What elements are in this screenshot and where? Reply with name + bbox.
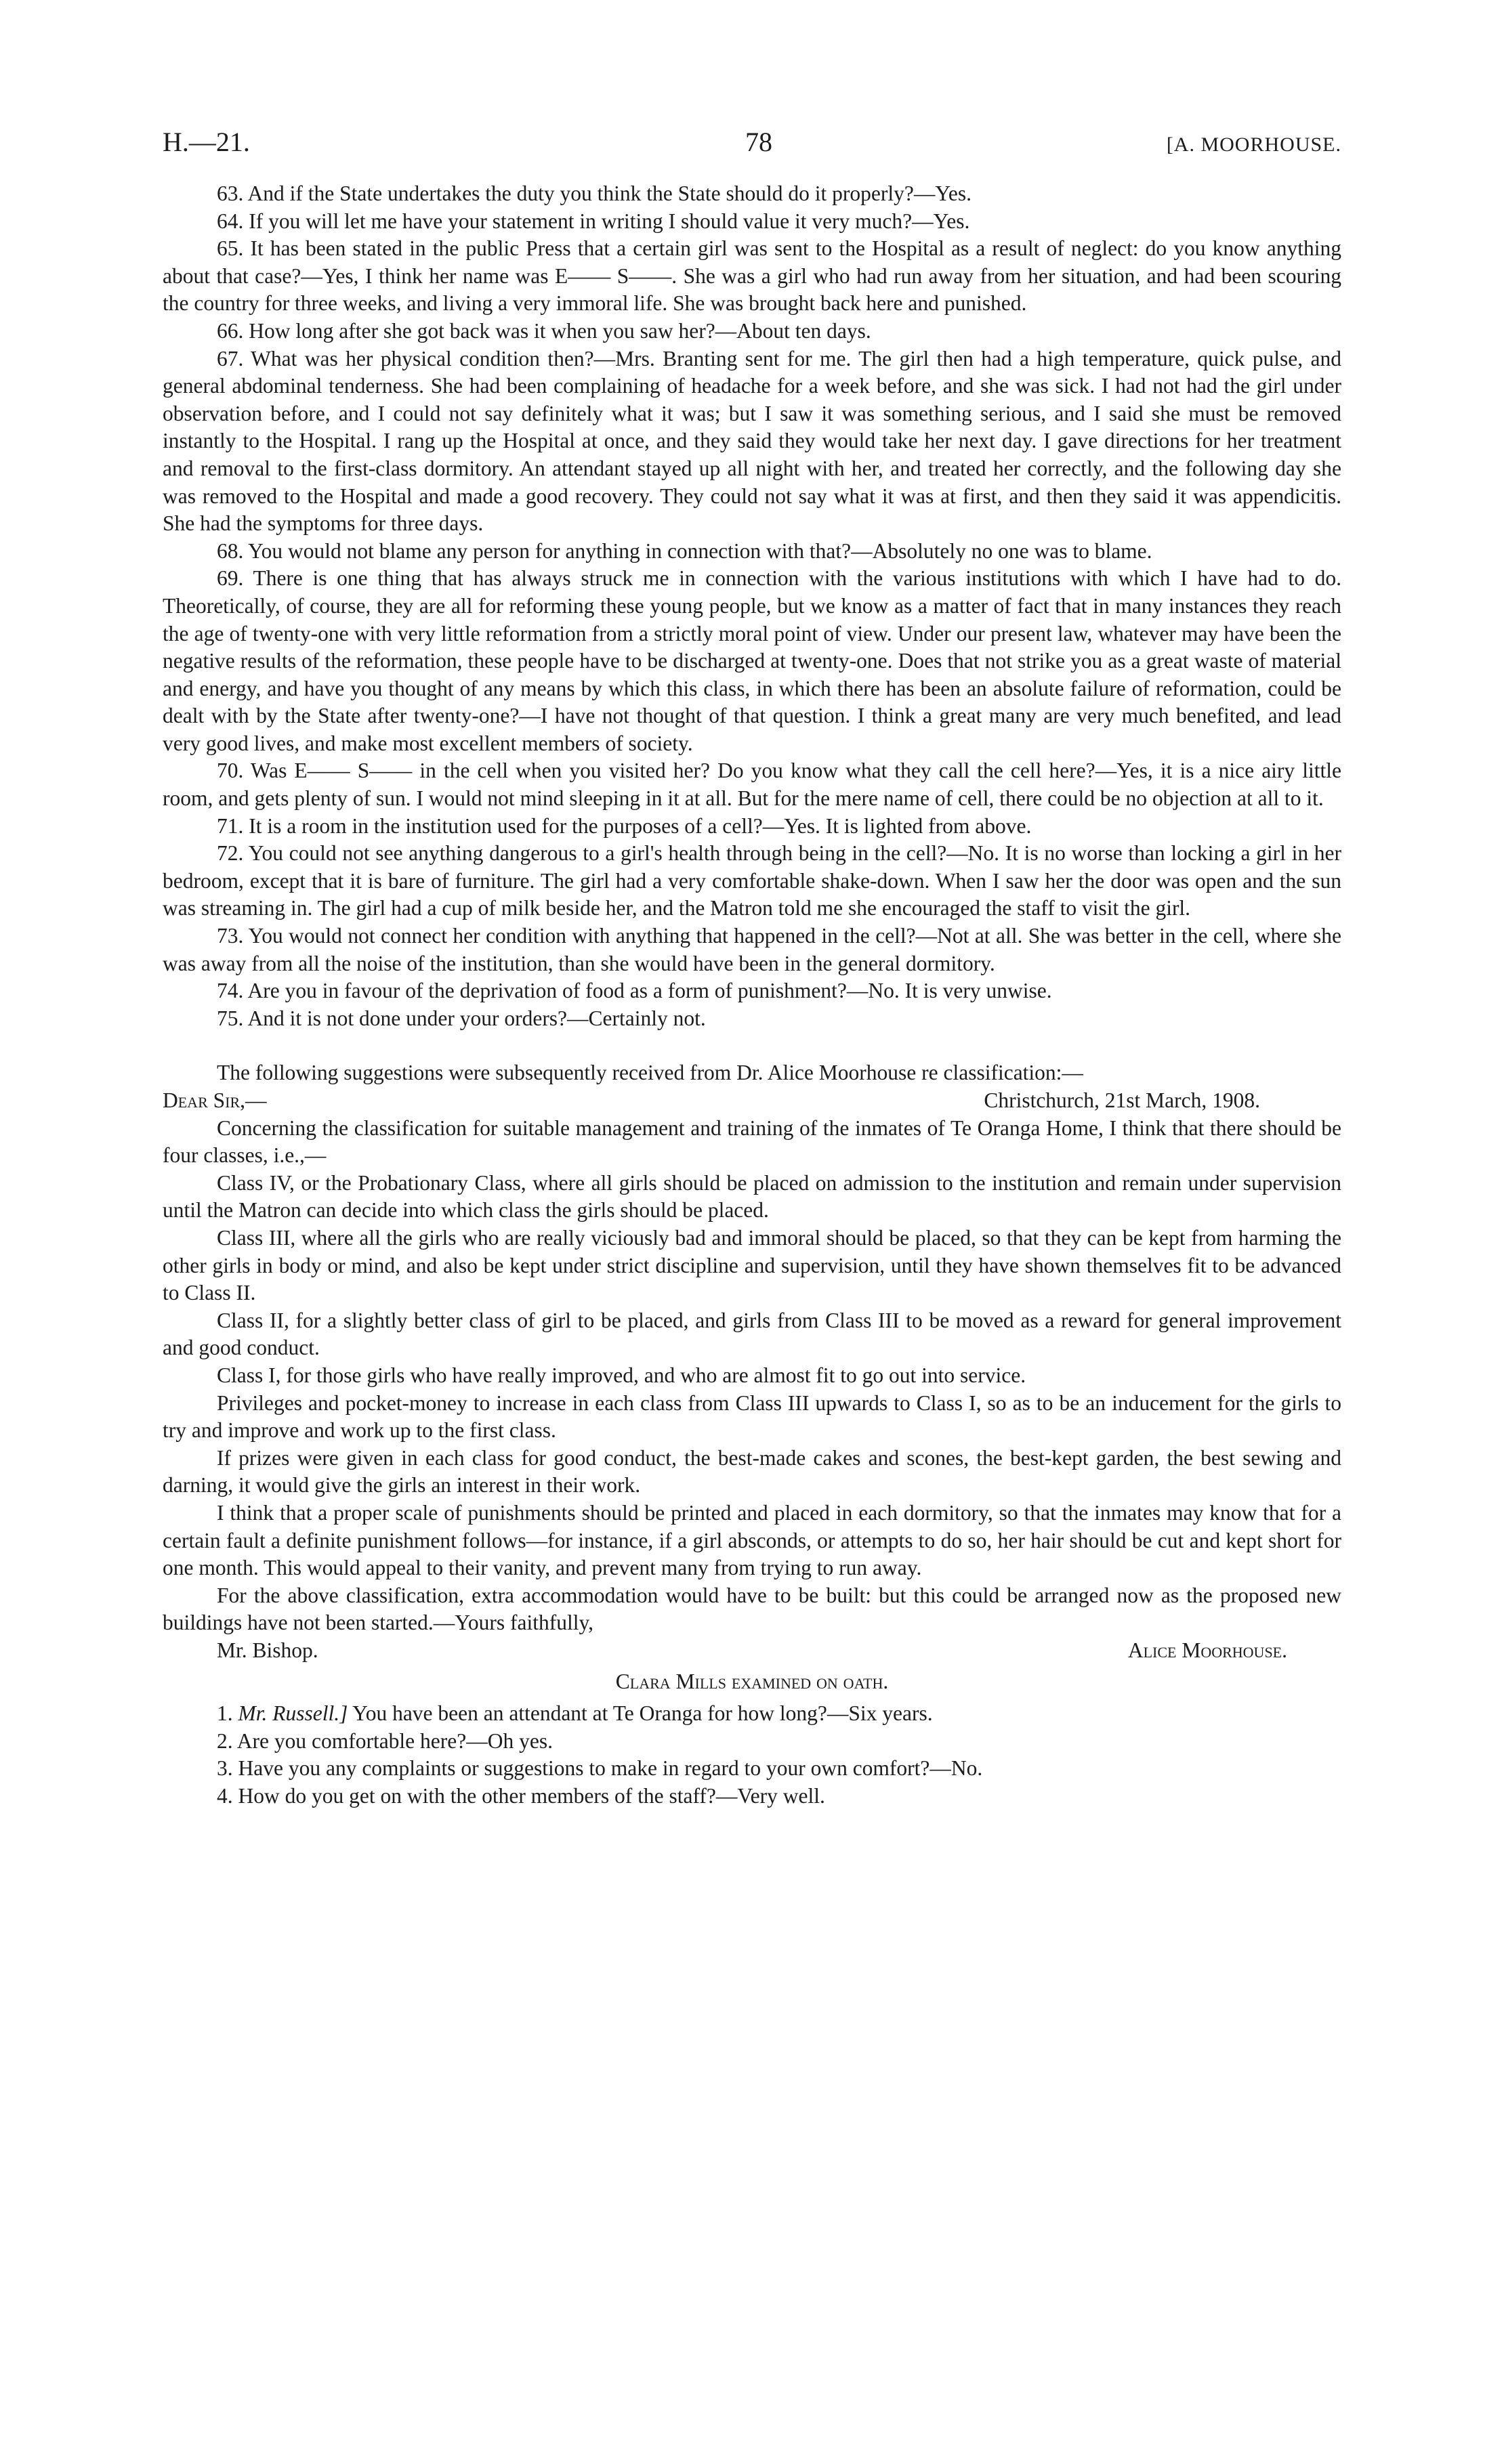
paragraph-73: 73. You would not connect her condition with anything that happened in the cell?—Not at all. She was better in the cell, where she was away from all the noise of the institution, than she would have been in the general dormitory. [163, 924, 1341, 975]
question-number: 1. [217, 1701, 233, 1726]
letter-paragraph: Class I, for those girls who have really improved, and who are almost fit to go out into service. [217, 1363, 1026, 1387]
question-text: Have you any complaints or suggestions to make in regard to your own comfort?—No. [238, 1756, 983, 1781]
question-item [163, 1728, 1341, 1756]
letter-paragraph: If prizes were given in each class for good conduct, the best-made cakes and scones, the best-kept garden, the best sewing and darning, it would give the girls an interest in their work. [163, 1445, 1341, 1497]
question-number: 2. [217, 1728, 233, 1753]
question-number: 4. [217, 1783, 233, 1808]
letter-place-date: Christchurch, 21st March, 1908. [984, 1088, 1260, 1112]
letter-salutation: Dear Sir,— [163, 1088, 267, 1112]
letter-paragraph: Class III, where all the girls who are really viciously bad and immoral should be placed, so that they can be kept from harming the other girls in body or mind, and also be kept under strict discipline and supervision, until they have shown themselves fit to be advanced to Class II. [163, 1225, 1341, 1305]
paragraph-75: 75. And it is not done under your orders?—Certainly not. [217, 1006, 706, 1030]
paragraph-69: 69. There is one thing that has always struck me in connection with the various institutions with which I have had to do. Theoretically, of course, they are all for reforming these young people, but we know as a matter of fact that in many instances they reach the age of twenty-one with very little reformation from a strictly moral point of view. Under our present law, whatever may have been the negative results of the reformation, these people have to be discharged at twenty-one. Does that not strike you as a great waste of material and energy, and have you thought of any means by which this class, in which there has been an absolute failure of reformation, could be dealt with by the State after twenty-one?—I have not thought of that question. I think a great many are very much benefited, and lead very good lives, and make most excellent members of society. [163, 566, 1341, 755]
witness-heading: Clara Mills examined on oath. [615, 1670, 889, 1694]
question-item [163, 1755, 1341, 1783]
letter-section [163, 1059, 1341, 1664]
letter-intro: The following suggestions were subsequently received from Dr. Alice Moorhouse re classification:— [217, 1061, 1083, 1085]
paragraph-65: 65. It has been stated in the public Press that a certain girl was sent to the Hospital as a result of neglect: do you know anything about that case?—Yes, I think her name was E—— S——. She was a girl who had run away from her situation, and had been scouring the country for three weeks, and living a very immoral life. She was brought back here and punished. [163, 236, 1341, 316]
question-item [163, 1783, 1341, 1810]
paragraph-67: 67. What was her physical condition then?—Mrs. Branting sent for me. The girl then had a high temperature, quick pulse, and general abdominal tenderness. She had been complaining of headache for a week before, and she was sick. I had not had the girl under observation before, and I could not say definitely what it was; but I saw it was something serious, and I said she must be removed instantly to the Hospital. I rang up the Hospital at once, and they said they would take her next day. I gave directions for her treatment and removal to the first-class dormitory. An attendant stayed up all night with her, and treated her correctly, and the following day she was removed to the Hospital and made a good recovery. They could not say what it was at first, and then they said it was appendicitis. She had the symptoms for three days. [163, 346, 1341, 536]
letter-signoff-row [163, 1637, 1341, 1665]
letter-paragraph: Class II, for a slightly better class of girl to be placed, and girls from Class III to be moved as a reward for general improvement and good conduct. [163, 1308, 1341, 1360]
testimony-section [163, 180, 1341, 1032]
paragraph-68: 68. You would not blame any person for anything in connection with that?—Absolutely no one was to blame. [217, 538, 1152, 563]
witness-name-header: [A. MOORHOUSE. [1166, 133, 1341, 156]
page-number: 78 [745, 127, 772, 157]
letter-salutation-row [163, 1087, 1341, 1115]
paragraph-74: 74. Are you in favour of the deprivation of food as a form of punishment?—No. It is very unwise. [217, 979, 1052, 1003]
letter-addressee: Mr. Bishop. [217, 1638, 318, 1662]
letter-paragraph: Concerning the classification for suitable management and training of the inmates of Te Oranga Home, I think that there should be four classes, i.e.,— [163, 1116, 1341, 1168]
letter-paragraph: Privileges and pocket-money to increase in each class from Class III upwards to Class I, so as to be an inducement for the girls to try and improve and work up to the first class. [163, 1390, 1341, 1443]
paragraph-70: 70. Was E—— S—— in the cell when you visited her? Do you know what they call the cell here?—Yes, it is a nice airy little room, and gets plenty of sun. I would not mind sleeping in it at all. But for the mere name of cell, there could be no objection at all to it. [163, 759, 1341, 811]
paragraph-72: 72. You could not see anything dangerous to a girl's health through being in the cell?—No. It is no worse than locking a girl in her bedroom, except that it is bare of furniture. The girl had a very comfortable shake-down. When I saw her the door was open and the sun was streaming in. The girl had a cup of milk beside her, and the Matron told me she encouraged the staff to visit the girl. [163, 841, 1341, 920]
document-reference: H.—21. [163, 127, 250, 157]
question-text: Are you comfortable here?—Oh yes. [236, 1728, 553, 1753]
question-text: How do you get on with the other members of the staff?—Very well. [238, 1783, 825, 1808]
letter-signature: Alice Moorhouse. [1127, 1638, 1287, 1662]
page-header [163, 129, 1341, 169]
document-page [163, 129, 1341, 1810]
letter-paragraph: I think that a proper scale of punishments should be printed and placed in each dormitory, so that the inmates may know that for a certain fault a definite punishment follows—for instance, if a girl absconds, or attempts to do so, her hair should be cut and kept short for one month. This would appeal to their vanity, and prevent many from trying to run away. [163, 1500, 1341, 1580]
question-text: You have been an attendant at Te Oranga for how long?—Six years. [352, 1701, 933, 1726]
paragraph-71: 71. It is a room in the institution used for the purposes of a cell?—Yes. It is lighted from above. [217, 813, 1032, 838]
question-speaker: Mr. Russell.] [238, 1701, 348, 1726]
question-number: 3. [217, 1756, 233, 1781]
paragraph-66: 66. How long after she got back was it when you saw her?—About ten days. [217, 318, 871, 343]
question-item [163, 1700, 1341, 1728]
paragraph-64: 64. If you will let me have your statement in writing I should value it very much?—Yes. [217, 209, 970, 233]
paragraph-63: 63. And if the State undertakes the duty you think the State should do it properly?—Yes. [217, 182, 972, 205]
letter-paragraph: Class IV, or the Probationary Class, where all girls should be placed on admission to the institution and remain under supervision until the Matron can decide into which class the girls should be placed. [163, 1170, 1341, 1223]
examination-section [163, 1700, 1341, 1810]
letter-paragraph: For the above classification, extra accommodation would have to be built: but this could be arranged now as the proposed new buildings have not been started.—Yours faithfully, [163, 1583, 1341, 1635]
